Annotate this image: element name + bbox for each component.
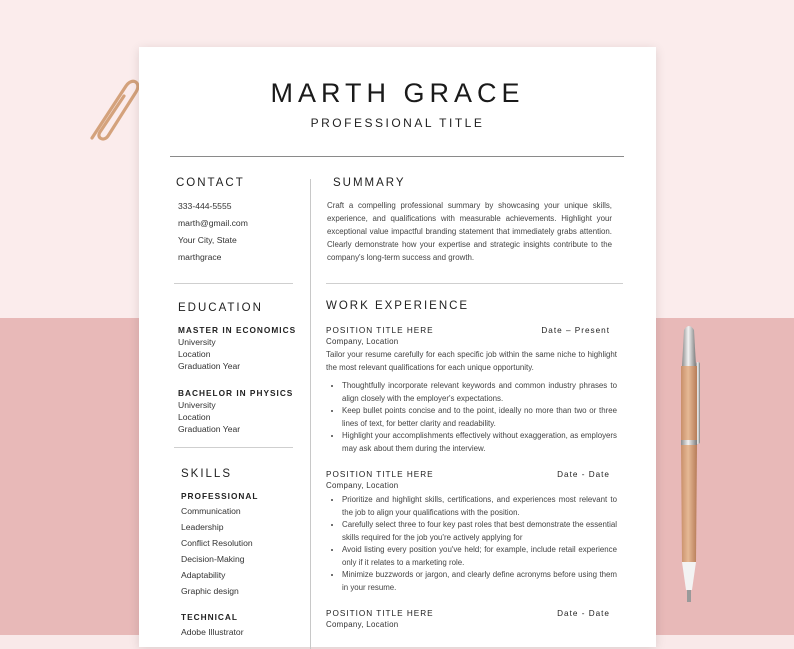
list-item: • Avoid listing every position you've held; for example, include retail experience only if it relates to a marketing role.: [342, 544, 617, 569]
skills-heading: SKILLS: [181, 468, 232, 480]
job-title: POSITION TITLE HERE: [326, 470, 434, 479]
job-title: POSITION TITLE HERE: [326, 609, 434, 618]
skill-item: Graphic design: [181, 586, 239, 596]
contact-location: Your City, State: [178, 235, 237, 245]
skill-item: Leadership: [181, 522, 224, 532]
skill-item: Adobe Illustrator: [181, 627, 244, 637]
pen-icon: [672, 322, 712, 612]
job-title: POSITION TITLE HERE: [326, 326, 434, 335]
skill-item: Conflict Resolution: [181, 538, 253, 548]
edu-degree: BACHELOR IN PHYSICS: [178, 388, 294, 398]
list-item: • Highlight your accomplishments effectively without exaggeration, as employers may ask about them during the interview.: [342, 430, 617, 455]
list-item: • Keep bullet points concise and to the point, ideally no more than two or three lines of text, for better clarity and readability.: [342, 405, 617, 430]
job-date: Date – Present: [541, 326, 610, 335]
skills-technical-heading: TECHNICAL: [181, 612, 238, 622]
edu-school: University: [178, 400, 216, 410]
job-company: Company, Location: [326, 337, 399, 346]
edu-degree: MASTER IN ECONOMICS: [178, 325, 297, 335]
edu-year: Graduation Year: [178, 424, 241, 434]
list-item: • Thoughtfully incorporate relevant keywords and common industry phrases to align closely with the employer's expectations.: [342, 380, 617, 405]
education-heading: EDUCATION: [178, 302, 263, 314]
contact-email: marth@gmail.com: [178, 218, 248, 228]
work-experience-heading: WORK EXPERIENCE: [326, 300, 470, 312]
resume-name: MARTH GRACE: [270, 78, 525, 108]
skill-item: Communication: [181, 506, 241, 516]
job-company: Company, Location: [326, 620, 399, 629]
resume-title: PROFESSIONAL TITLE: [310, 116, 485, 130]
edu-location: Location: [178, 412, 211, 422]
contact-handle: marthgrace: [178, 252, 222, 262]
list-item: • Prioritize and highlight skills, certifications, and experiences most relevant to the job to align your qualifications with the position.: [342, 494, 617, 519]
edu-location: Location: [178, 349, 211, 359]
left-divider: [174, 447, 293, 448]
list-item: • Minimize buzzwords or jargon, and clearly define acronyms before using them in your resume.: [342, 569, 617, 594]
job-intro: Tailor your resume carefully for each specific job within the same niche to highlight the most relevant qualifications for each unique opportunity.: [326, 350, 617, 372]
summary-text: Craft a compelling professional summary by showcasing your unique skills, experience, and qualifications with measurable achievements. Highlight your exceptional value impactful branding statement that immediately grabs attention. Clearly demonstrate how your expertise and strategic insights contribute to the company's long-term success and growth.: [327, 201, 612, 262]
skill-item: Decision-Making: [181, 554, 245, 564]
job-date: Date - Date: [557, 609, 610, 618]
skills-professional-heading: PROFESSIONAL: [181, 491, 259, 501]
summary-heading: SUMMARY: [333, 177, 406, 189]
edu-school: University: [178, 337, 216, 347]
job-bullets: [327, 494, 617, 594]
left-divider: [174, 283, 293, 284]
job-company: Company, Location: [326, 481, 399, 490]
contact-heading: CONTACT: [176, 177, 245, 189]
header-divider: [170, 156, 624, 157]
job-date: Date - Date: [557, 470, 610, 479]
right-divider: [326, 283, 623, 284]
job-bullets: [327, 380, 617, 455]
column-divider: [310, 179, 311, 649]
edu-year: Graduation Year: [178, 361, 241, 371]
contact-phone: 333-444-5555: [178, 201, 232, 211]
resume-page: [139, 47, 656, 647]
skill-item: Adaptability: [181, 570, 226, 580]
paperclip-icon: [80, 74, 142, 150]
list-item: • Carefully select three to four key past roles that best demonstrate the essential skills required for the job you're actively applying for: [342, 519, 617, 544]
